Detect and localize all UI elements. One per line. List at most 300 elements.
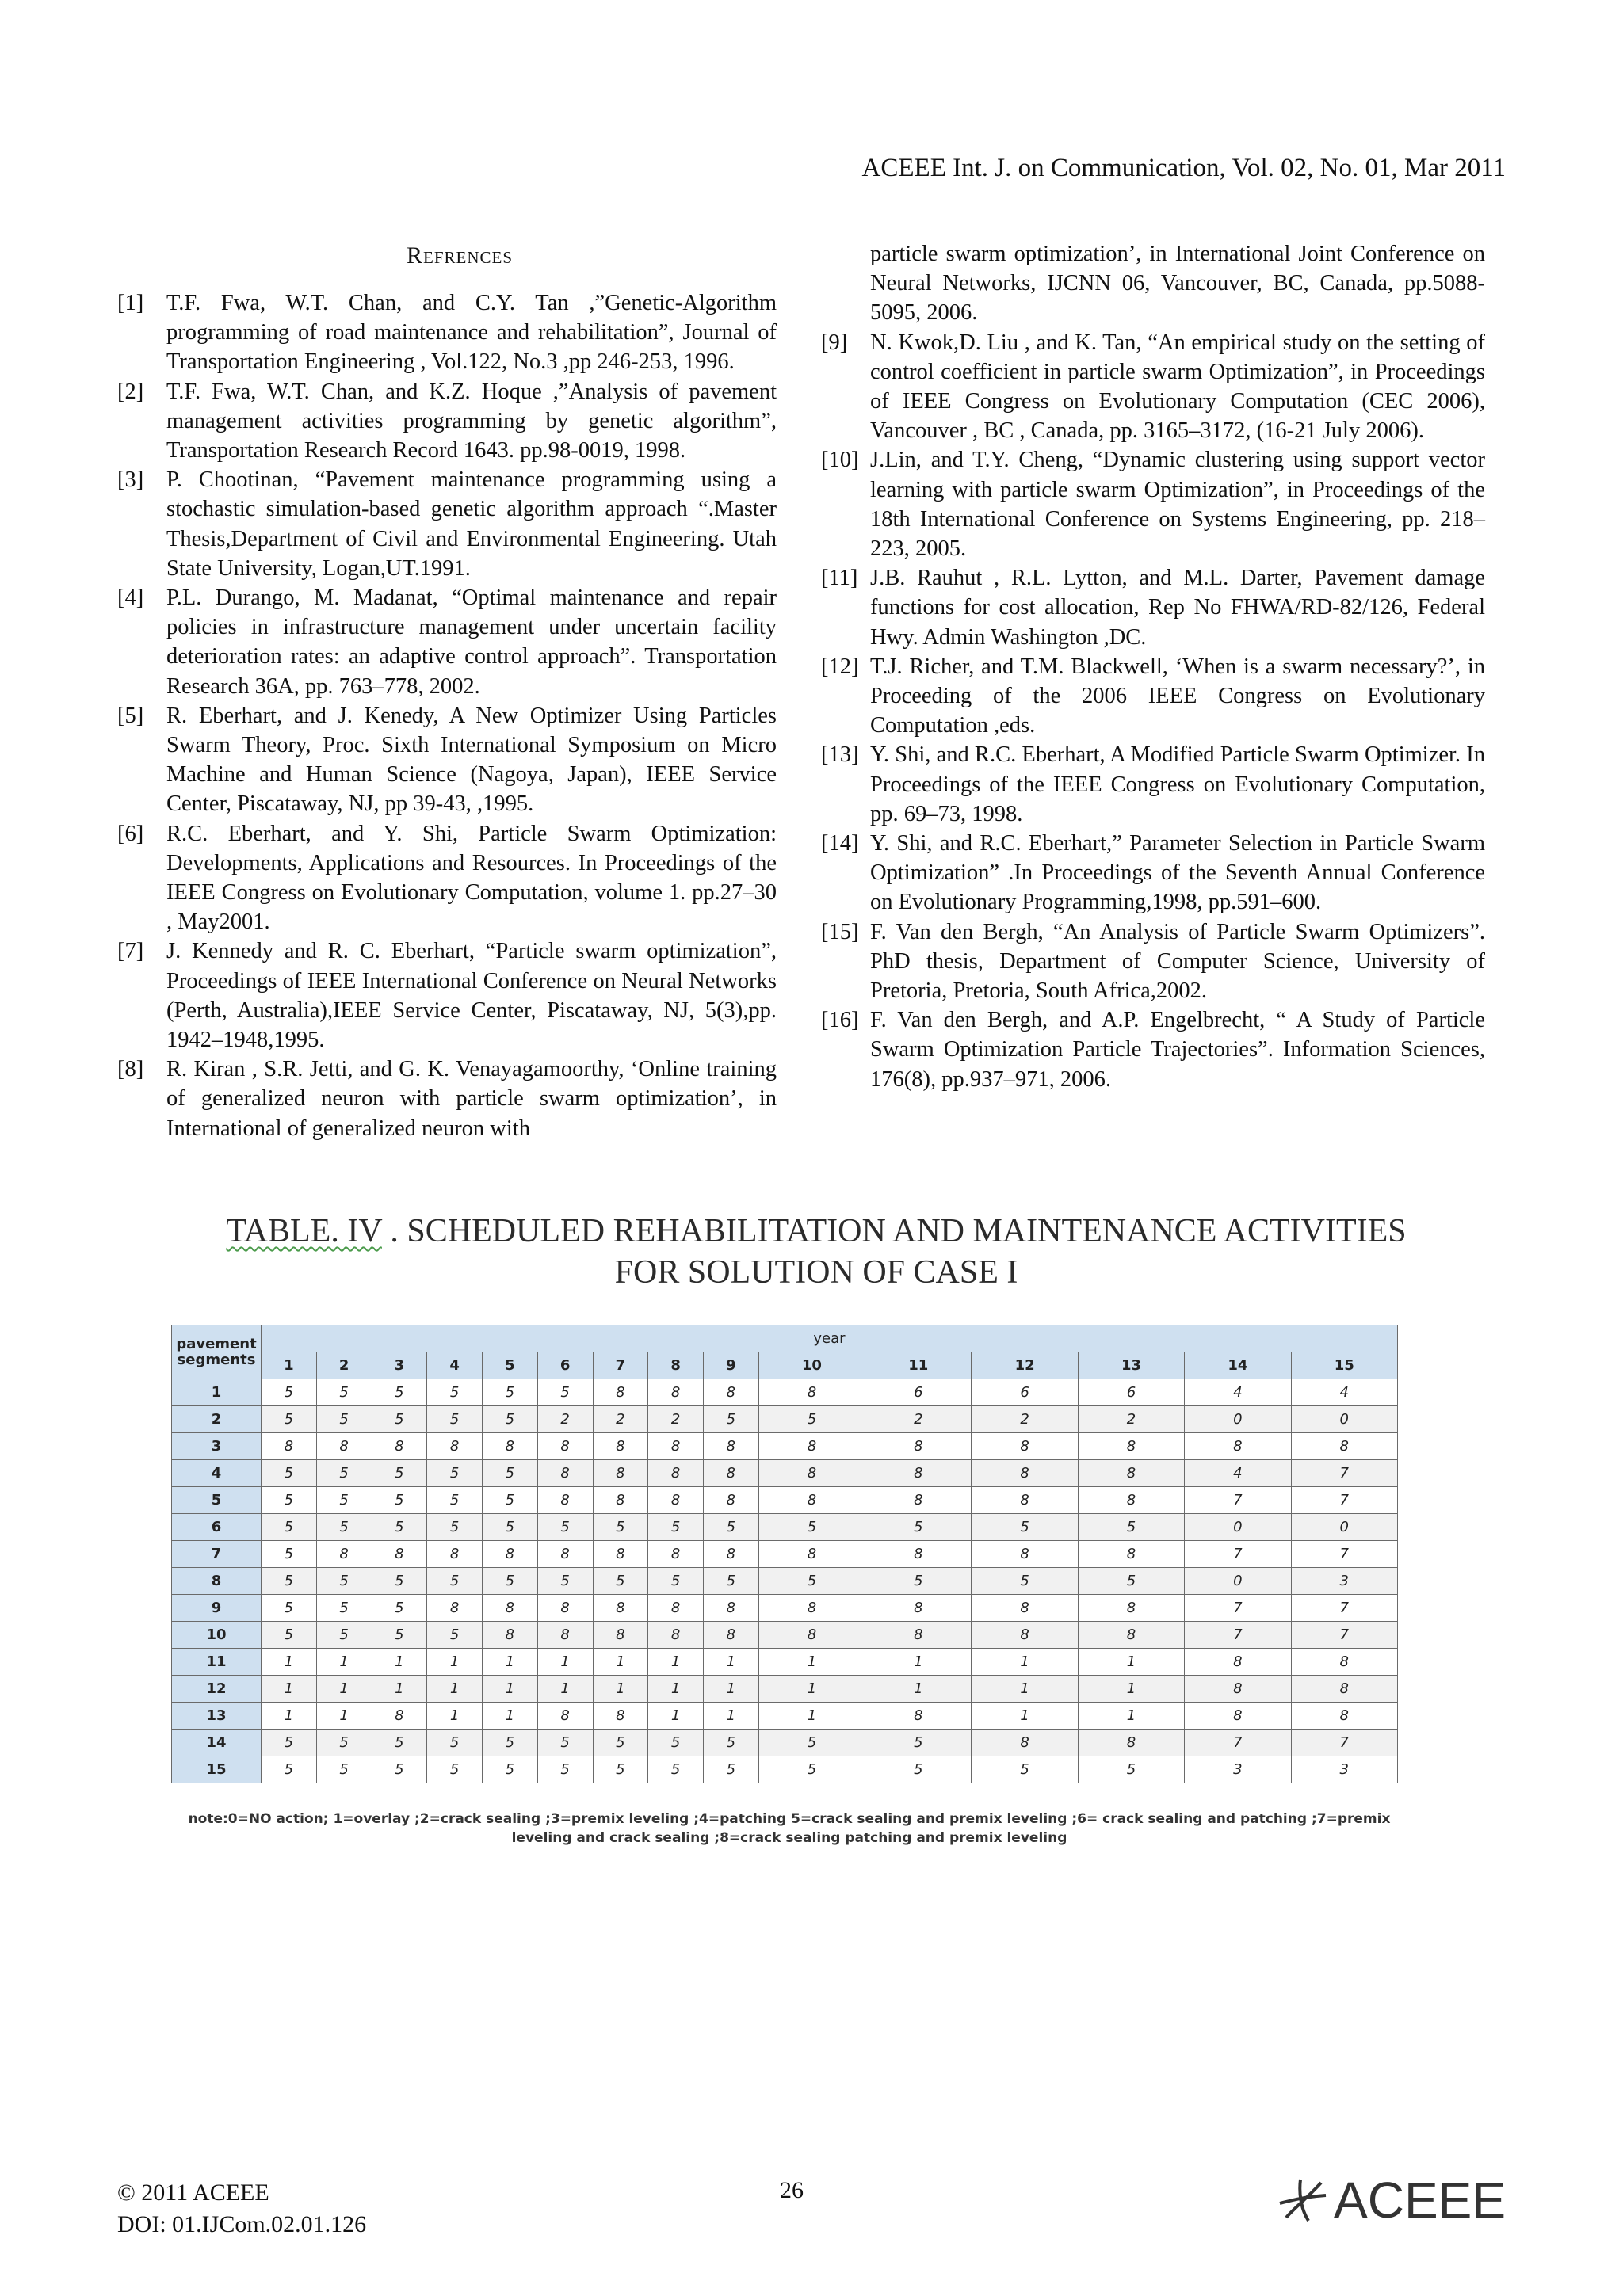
activity-cell: 5 xyxy=(865,1756,972,1783)
reference-number: [5] xyxy=(117,703,144,728)
table-row xyxy=(172,1595,1398,1622)
activity-cell: 8 xyxy=(1291,1703,1397,1730)
reference-text: J. Kennedy and R. C. Eberhart, “Particle swarm optimization”, Proceedings of IEEE International Conference on Neural Networks (Perth, Australia),IEEE Service Center, Piscataway, NJ, 5(3),pp. 1942–1948,1995. xyxy=(166,939,777,1053)
activity-cell: 8 xyxy=(648,1433,704,1460)
year-column-header: 3 xyxy=(372,1352,427,1379)
reference-text: J.B. Rauhut , R.L. Lytton, and M.L. Darter, Pavement damage functions for cost allocation, Rep No FHWA/RD-82/126, Federal Hwy. Admin Washington ,DC. xyxy=(870,566,1485,650)
activity-cell: 8 xyxy=(704,1541,759,1568)
activity-cell: 7 xyxy=(1185,1541,1291,1568)
activity-cell: 5 xyxy=(316,1487,372,1514)
table-row xyxy=(172,1568,1398,1595)
activity-cell: 5 xyxy=(704,1756,759,1783)
activity-cell: 5 xyxy=(372,1379,427,1406)
activity-cell: 1 xyxy=(704,1703,759,1730)
activity-cell: 1 xyxy=(427,1649,483,1676)
activity-cell: 5 xyxy=(704,1406,759,1433)
activity-cell: 8 xyxy=(758,1595,865,1622)
activity-cell: 5 xyxy=(483,1568,538,1595)
activity-cell: 0 xyxy=(1291,1406,1397,1433)
activity-cell: 8 xyxy=(758,1622,865,1649)
reference-number: [2] xyxy=(117,379,144,404)
reference-text: N. Kwok,D. Liu , and K. Tan, “An empirical study on the setting of control coefficient in particle swarm Optimization”, in Proceedings of IEEE Congress on Evolutionary Computation (CEC 2006), Vancouver , BC , Canada, pp. 3165–3172, (16-21 July 2006). xyxy=(870,330,1485,444)
reference-text: R. Eberhart, and J. Kenedy, A New Optimizer Using Particles Swarm Theory, Proc. Sixth International Symposium on Micro Machine and Human Science (Nagoya, Japan), IEEE Service Center, Piscataway, NJ, pp 39-43, ,1995. xyxy=(166,703,777,817)
reference-text: T.F. Fwa, W.T. Chan, and K.Z. Hoque ,”Analysis of pavement management activities programming by genetic algorithm”, Transportation Research Record 1643. pp.98-0019, 1998. xyxy=(166,379,777,463)
reference-continuation: particle swarm optimization’, in International Joint Conference on Neural Networks, IJCNN 06, Vancouver, BC, Canada, pp.5088-5095, 2006. xyxy=(870,242,1485,326)
activity-cell: 8 xyxy=(1291,1676,1397,1703)
activity-cell: 1 xyxy=(1078,1703,1184,1730)
reference-item xyxy=(821,1005,1485,1094)
activity-cell: 1 xyxy=(648,1703,704,1730)
reference-item xyxy=(821,740,1485,829)
reference-number: [3] xyxy=(117,467,144,493)
activity-cell: 5 xyxy=(262,1406,317,1433)
activity-cell: 5 xyxy=(316,1568,372,1595)
reference-number: [11] xyxy=(821,566,858,591)
activity-cell: 5 xyxy=(537,1514,593,1541)
activity-cell: 8 xyxy=(593,1541,648,1568)
activity-cell: 8 xyxy=(1185,1433,1291,1460)
activity-cell: 5 xyxy=(483,1730,538,1756)
activity-cell: 5 xyxy=(758,1568,865,1595)
activity-cell: 8 xyxy=(865,1487,972,1514)
activity-cell: 8 xyxy=(1291,1649,1397,1676)
activity-cell: 1 xyxy=(316,1676,372,1703)
table-note-line2: leveling and crack sealing ;8=crack sealing patching and premix leveling xyxy=(511,1830,1067,1846)
activity-cell: 1 xyxy=(483,1703,538,1730)
reference-item xyxy=(821,445,1485,563)
activity-cell: 1 xyxy=(372,1676,427,1703)
table-row xyxy=(172,1541,1398,1568)
activity-cell: 1 xyxy=(262,1649,317,1676)
reference-text: P. Chootinan, “Pavement maintenance programming using a stochastic simulation-based genetic algorithm approach “.Master Thesis,Department of Civil and Environmental Engineering. Utah State University, Logan,UT.1991. xyxy=(166,467,777,581)
activity-cell: 5 xyxy=(262,1541,317,1568)
activity-cell: 5 xyxy=(758,1730,865,1756)
activity-cell: 5 xyxy=(648,1756,704,1783)
activity-cell: 8 xyxy=(593,1703,648,1730)
activity-cell: 8 xyxy=(972,1487,1078,1514)
activity-cell: 8 xyxy=(537,1433,593,1460)
logo-text: ACEEE xyxy=(1334,2172,1506,2229)
reference-text: J.Lin, and T.Y. Cheng, “Dynamic clustering using support vector learning with particle swarm Optimization”, in Proceedings of the 18th International Conference on Systems Engineering, pp. 218–223, 2005. xyxy=(870,448,1485,562)
segment-cell: 8 xyxy=(172,1568,262,1595)
activity-cell: 5 xyxy=(316,1379,372,1406)
activity-cell: 5 xyxy=(537,1730,593,1756)
activity-cell: 8 xyxy=(972,1541,1078,1568)
activity-cell: 8 xyxy=(537,1622,593,1649)
activity-cell: 8 xyxy=(483,1541,538,1568)
activity-cell: 8 xyxy=(865,1433,972,1460)
activity-cell: 5 xyxy=(483,1460,538,1487)
reference-text: T.F. Fwa, W.T. Chan, and C.Y. Tan ,”Genetic-Algorithm programming of road maintenance and rehabilitation”, Journal of Transportation Engineering , Vol.122, No.3 ,pp 246-253, 1996. xyxy=(166,291,777,375)
reference-item xyxy=(117,1055,777,1143)
segment-cell: 1 xyxy=(172,1379,262,1406)
activity-cell: 5 xyxy=(483,1406,538,1433)
table-title xyxy=(119,1211,1514,1293)
segment-cell: 12 xyxy=(172,1676,262,1703)
activity-cell: 5 xyxy=(316,1460,372,1487)
year-column-header: 7 xyxy=(593,1352,648,1379)
activity-cell: 1 xyxy=(648,1676,704,1703)
activity-cell: 5 xyxy=(1078,1756,1184,1783)
year-column-header: 13 xyxy=(1078,1352,1184,1379)
activity-cell: 5 xyxy=(537,1379,593,1406)
activity-cell: 1 xyxy=(704,1676,759,1703)
reference-text: F. Van den Bergh, “An Analysis of Particle Swarm Optimizers”. PhD thesis, Department of Computer Science, University of Pretoria, Pretoria, South Africa,2002. xyxy=(870,919,1485,1004)
activity-cell: 5 xyxy=(593,1756,648,1783)
activity-cell: 8 xyxy=(593,1379,648,1406)
table-title-line2: FOR SOLUTION OF CASE I xyxy=(614,1254,1018,1291)
activity-cell: 5 xyxy=(1078,1568,1184,1595)
table-note xyxy=(187,1810,1392,1848)
reference-number: [8] xyxy=(117,1057,144,1082)
activity-cell: 5 xyxy=(1078,1514,1184,1541)
segment-cell: 11 xyxy=(172,1649,262,1676)
activity-cell: 8 xyxy=(372,1703,427,1730)
year-column-header: 2 xyxy=(316,1352,372,1379)
activity-cell: 8 xyxy=(1291,1433,1397,1460)
activity-cell: 5 xyxy=(427,1756,483,1783)
activity-cell: 8 xyxy=(537,1595,593,1622)
segment-cell: 10 xyxy=(172,1622,262,1649)
activity-cell: 1 xyxy=(865,1676,972,1703)
activity-cell: 5 xyxy=(427,1514,483,1541)
reference-text: F. Van den Bergh, and A.P. Engelbrecht, “ A Study of Particle Swarm Optimization Particle Trajectories”. Information Sciences, 176(8), pp.937–971, 2006. xyxy=(870,1008,1485,1092)
activity-cell: 1 xyxy=(648,1649,704,1676)
activity-cell: 5 xyxy=(483,1756,538,1783)
segment-cell: 2 xyxy=(172,1406,262,1433)
activity-cell: 8 xyxy=(593,1433,648,1460)
activity-cell: 5 xyxy=(262,1487,317,1514)
activity-cell: 0 xyxy=(1291,1514,1397,1541)
table-row xyxy=(172,1514,1398,1541)
activity-cell: 8 xyxy=(704,1622,759,1649)
activity-cell: 8 xyxy=(972,1460,1078,1487)
activity-cell: 8 xyxy=(704,1487,759,1514)
reference-item xyxy=(821,652,1485,741)
activity-cell: 1 xyxy=(972,1649,1078,1676)
activity-cell: 8 xyxy=(593,1487,648,1514)
activity-cell: 1 xyxy=(483,1676,538,1703)
activity-cell: 1 xyxy=(593,1649,648,1676)
activity-cell: 5 xyxy=(865,1568,972,1595)
year-column-header: 15 xyxy=(1291,1352,1397,1379)
activity-cell: 5 xyxy=(372,1730,427,1756)
activity-cell: 8 xyxy=(758,1379,865,1406)
activity-cell: 5 xyxy=(372,1487,427,1514)
activity-cell: 8 xyxy=(972,1622,1078,1649)
activity-cell: 7 xyxy=(1291,1541,1397,1568)
activity-cell: 2 xyxy=(1078,1406,1184,1433)
activity-cell: 8 xyxy=(704,1379,759,1406)
activity-cell: 8 xyxy=(483,1595,538,1622)
reference-item xyxy=(821,829,1485,917)
reference-number: [15] xyxy=(821,919,859,944)
activity-cell: 7 xyxy=(1291,1622,1397,1649)
copyright: © 2011 ACEEE xyxy=(117,2180,269,2206)
activity-cell: 0 xyxy=(1185,1568,1291,1595)
activity-cell: 8 xyxy=(648,1487,704,1514)
segment-cell: 15 xyxy=(172,1756,262,1783)
reference-text: T.J. Richer, and T.M. Blackwell, ‘When is a swarm necessary?’, in Proceeding of the 2006 IEEE Congress on Evolutionary Computation ,eds. xyxy=(870,654,1485,738)
activity-cell: 8 xyxy=(593,1622,648,1649)
activity-cell: 5 xyxy=(316,1595,372,1622)
pavement-segments-header: pavement segments xyxy=(172,1325,262,1379)
activity-cell: 1 xyxy=(1078,1649,1184,1676)
activity-cell: 8 xyxy=(537,1487,593,1514)
activity-cell: 8 xyxy=(704,1433,759,1460)
activity-cell: 1 xyxy=(972,1703,1078,1730)
activity-cell: 5 xyxy=(483,1514,538,1541)
activity-cell: 5 xyxy=(262,1514,317,1541)
journal-header: ACEEE Int. J. on Communication, Vol. 02, No. 01, Mar 2011 xyxy=(861,154,1506,182)
activity-cell: 5 xyxy=(972,1514,1078,1541)
segment-cell: 13 xyxy=(172,1703,262,1730)
activity-cell: 6 xyxy=(1078,1379,1184,1406)
activity-cell: 7 xyxy=(1291,1460,1397,1487)
segment-cell: 6 xyxy=(172,1514,262,1541)
activity-cell: 5 xyxy=(972,1568,1078,1595)
activity-cell: 5 xyxy=(316,1514,372,1541)
reference-text: P.L. Durango, M. Madanat, “Optimal maintenance and repair policies in infrastructure management under uncertain facility deterioration rates: an adaptive control approach”. Transportation Research 36A, pp. 763–778, 2002. xyxy=(166,585,777,699)
reference-item xyxy=(821,563,1485,652)
table-row xyxy=(172,1487,1398,1514)
activity-cell: 2 xyxy=(865,1406,972,1433)
activity-cell: 5 xyxy=(372,1514,427,1541)
year-column-header: 10 xyxy=(758,1352,865,1379)
activity-cell: 5 xyxy=(427,1622,483,1649)
activity-cell: 5 xyxy=(427,1730,483,1756)
reference-item xyxy=(117,583,777,701)
activity-cell: 8 xyxy=(1078,1730,1184,1756)
reference-number: [12] xyxy=(821,654,859,679)
activity-cell: 1 xyxy=(262,1703,317,1730)
activity-cell: 8 xyxy=(865,1595,972,1622)
footer-left xyxy=(117,2177,366,2241)
table-row xyxy=(172,1676,1398,1703)
activity-cell: 8 xyxy=(316,1433,372,1460)
reference-number: [1] xyxy=(117,291,144,315)
reference-number: [4] xyxy=(117,585,144,611)
activity-cell: 5 xyxy=(427,1568,483,1595)
activity-cell: 5 xyxy=(593,1730,648,1756)
activity-cell: 5 xyxy=(427,1406,483,1433)
activity-cell: 5 xyxy=(316,1406,372,1433)
reference-number: [6] xyxy=(117,821,144,846)
table-row xyxy=(172,1622,1398,1649)
activity-cell: 1 xyxy=(316,1703,372,1730)
reference-number: [13] xyxy=(821,742,859,768)
activity-cell: 7 xyxy=(1185,1622,1291,1649)
activity-cell: 8 xyxy=(1078,1460,1184,1487)
activity-cell: 1 xyxy=(1078,1676,1184,1703)
activity-cell: 8 xyxy=(372,1433,427,1460)
schedule-table xyxy=(171,1325,1398,1783)
activity-cell: 3 xyxy=(1291,1568,1397,1595)
activity-cell: 8 xyxy=(972,1730,1078,1756)
reference-text: Y. Shi, and R.C. Eberhart,” Parameter Selection in Particle Swarm Optimization” .In Proceedings of the Seventh Annual Conference on Evolutionary Programming,1998, pp.591–600. xyxy=(870,831,1485,915)
segment-cell: 3 xyxy=(172,1433,262,1460)
star-swirl-icon xyxy=(1277,2176,1329,2224)
activity-cell: 1 xyxy=(427,1676,483,1703)
activity-cell: 8 xyxy=(1185,1649,1291,1676)
reference-text: R. Kiran , S.R. Jetti, and G. K. Venayagamoorthy, ‘Online training of generalized neuron with particle swarm optimization’, in International of generalized neuron with xyxy=(166,1057,777,1141)
activity-cell: 8 xyxy=(316,1541,372,1568)
table-row xyxy=(172,1460,1398,1487)
activity-cell: 2 xyxy=(537,1406,593,1433)
activity-cell: 5 xyxy=(972,1756,1078,1783)
activity-cell: 5 xyxy=(483,1487,538,1514)
activity-cell: 8 xyxy=(483,1433,538,1460)
activity-cell: 5 xyxy=(758,1756,865,1783)
activity-cell: 8 xyxy=(704,1460,759,1487)
activity-cell: 8 xyxy=(758,1487,865,1514)
reference-text: R.C. Eberhart, and Y. Shi, Particle Swarm Optimization: Developments, Applications and Resources. In Proceedings of the IEEE Congress on Evolutionary Computation, volume 1. pp.27–30 , May2001. xyxy=(166,821,777,935)
activity-cell: 5 xyxy=(262,1730,317,1756)
reference-item xyxy=(117,701,777,819)
activity-cell: 5 xyxy=(758,1406,865,1433)
activity-cell: 8 xyxy=(865,1460,972,1487)
activity-cell: 5 xyxy=(372,1406,427,1433)
activity-cell: 5 xyxy=(262,1595,317,1622)
activity-cell: 1 xyxy=(758,1703,865,1730)
activity-cell: 1 xyxy=(427,1703,483,1730)
activity-cell: 5 xyxy=(372,1756,427,1783)
activity-cell: 8 xyxy=(704,1595,759,1622)
aceee-logo xyxy=(1277,2171,1506,2229)
activity-cell: 8 xyxy=(537,1460,593,1487)
segment-cell: 4 xyxy=(172,1460,262,1487)
activity-cell: 7 xyxy=(1291,1730,1397,1756)
activity-cell: 5 xyxy=(427,1487,483,1514)
activity-cell: 8 xyxy=(1078,1595,1184,1622)
segment-cell: 14 xyxy=(172,1730,262,1756)
references-right-column xyxy=(821,239,1485,1094)
activity-cell: 5 xyxy=(372,1568,427,1595)
activity-cell: 8 xyxy=(1185,1703,1291,1730)
year-column-header: 12 xyxy=(972,1352,1078,1379)
activity-cell: 1 xyxy=(758,1649,865,1676)
activity-cell: 8 xyxy=(972,1595,1078,1622)
reference-item xyxy=(117,288,777,377)
table-row xyxy=(172,1649,1398,1676)
activity-cell: 5 xyxy=(427,1460,483,1487)
reference-number: [9] xyxy=(821,330,848,355)
activity-cell: 1 xyxy=(262,1676,317,1703)
activity-cell: 1 xyxy=(972,1676,1078,1703)
activity-cell: 8 xyxy=(1078,1622,1184,1649)
year-column-header: 8 xyxy=(648,1352,704,1379)
activity-cell: 5 xyxy=(316,1756,372,1783)
doi: DOI: 01.IJCom.02.01.126 xyxy=(117,2211,367,2237)
reference-number: [14] xyxy=(821,831,859,856)
references-heading: Refrences xyxy=(406,242,514,269)
table-row xyxy=(172,1703,1398,1730)
activity-cell: 2 xyxy=(593,1406,648,1433)
segment-cell: 9 xyxy=(172,1595,262,1622)
activity-cell: 5 xyxy=(865,1730,972,1756)
activity-cell: 5 xyxy=(372,1595,427,1622)
activity-cell: 8 xyxy=(1078,1433,1184,1460)
reference-number: [10] xyxy=(821,448,859,473)
year-column-header: 6 xyxy=(537,1352,593,1379)
reference-text: Y. Shi, and R.C. Eberhart, A Modified Particle Swarm Optimizer. In Proceedings of the IEEE Congress on Evolutionary Computation, pp. 69–73, 1998. xyxy=(870,742,1485,826)
activity-cell: 5 xyxy=(648,1568,704,1595)
year-column-header: 5 xyxy=(483,1352,538,1379)
activity-cell: 5 xyxy=(262,1460,317,1487)
table-row xyxy=(172,1406,1398,1433)
references-left-column xyxy=(117,288,777,1143)
activity-cell: 4 xyxy=(1185,1460,1291,1487)
activity-cell: 5 xyxy=(372,1460,427,1487)
activity-cell: 1 xyxy=(704,1649,759,1676)
activity-cell: 0 xyxy=(1185,1514,1291,1541)
activity-cell: 5 xyxy=(648,1514,704,1541)
activity-cell: 5 xyxy=(262,1568,317,1595)
activity-cell: 8 xyxy=(865,1541,972,1568)
activity-cell: 8 xyxy=(1185,1676,1291,1703)
reference-item xyxy=(117,377,777,466)
year-column-header: 4 xyxy=(427,1352,483,1379)
table-row xyxy=(172,1433,1398,1460)
activity-cell: 5 xyxy=(593,1514,648,1541)
activity-cell: 8 xyxy=(758,1433,865,1460)
activity-cell: 8 xyxy=(427,1595,483,1622)
activity-cell: 3 xyxy=(1291,1756,1397,1783)
activity-cell: 5 xyxy=(537,1568,593,1595)
table-row xyxy=(172,1756,1398,1783)
year-header: year xyxy=(262,1325,1398,1352)
activity-cell: 8 xyxy=(758,1541,865,1568)
activity-cell: 7 xyxy=(1291,1487,1397,1514)
activity-cell: 5 xyxy=(316,1622,372,1649)
activity-cell: 8 xyxy=(865,1622,972,1649)
activity-cell: 5 xyxy=(262,1756,317,1783)
activity-cell: 8 xyxy=(593,1595,648,1622)
year-column-header: 14 xyxy=(1185,1352,1291,1379)
activity-cell: 8 xyxy=(648,1622,704,1649)
activity-cell: 5 xyxy=(262,1379,317,1406)
reference-item xyxy=(117,465,777,583)
activity-cell: 7 xyxy=(1185,1595,1291,1622)
activity-cell: 7 xyxy=(1291,1595,1397,1622)
reference-item xyxy=(821,917,1485,1006)
activity-cell: 7 xyxy=(1185,1487,1291,1514)
activity-cell: 0 xyxy=(1185,1406,1291,1433)
table-note-line1: note:0=NO action; 1=overlay ;2=crack sealing ;3=premix leveling ;4=patching 5=crack sealing and premix leveling ;6= crack sealing and patching ;7=premix xyxy=(188,1811,1391,1827)
activity-cell: 4 xyxy=(1291,1379,1397,1406)
segment-cell: 5 xyxy=(172,1487,262,1514)
reference-number: [7] xyxy=(117,939,144,964)
activity-cell: 5 xyxy=(427,1379,483,1406)
activity-cell: 8 xyxy=(427,1433,483,1460)
year-column-header: 1 xyxy=(262,1352,317,1379)
activity-cell: 8 xyxy=(1078,1487,1184,1514)
activity-cell: 8 xyxy=(427,1541,483,1568)
activity-cell: 2 xyxy=(972,1406,1078,1433)
activity-cell: 5 xyxy=(372,1622,427,1649)
activity-cell: 5 xyxy=(704,1730,759,1756)
activity-cell: 1 xyxy=(316,1649,372,1676)
activity-cell: 1 xyxy=(483,1649,538,1676)
activity-cell: 8 xyxy=(1078,1541,1184,1568)
activity-cell: 8 xyxy=(537,1703,593,1730)
activity-cell: 7 xyxy=(1185,1730,1291,1756)
activity-cell: 2 xyxy=(648,1406,704,1433)
year-column-header: 11 xyxy=(865,1352,972,1379)
activity-cell: 8 xyxy=(972,1433,1078,1460)
activity-cell: 1 xyxy=(758,1676,865,1703)
activity-cell: 8 xyxy=(262,1433,317,1460)
